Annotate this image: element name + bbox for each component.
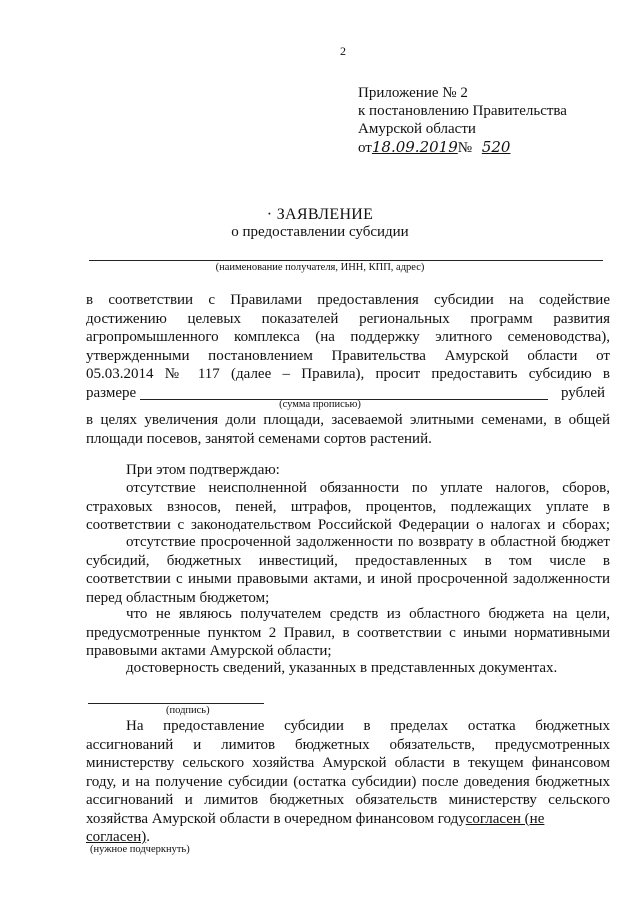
confirm-item-4	[86, 659, 610, 678]
appendix-date-line	[358, 138, 510, 157]
document-title	[0, 206, 640, 224]
signature-line	[88, 703, 264, 704]
signature-caption: (подпись)	[166, 705, 210, 716]
appendix-line-3: Амурской области	[358, 121, 476, 137]
document-subtitle: о предоставлении субсидии	[231, 224, 409, 240]
confirm-line: отсутствие неисполненной обязанности по уплате налогов, сборов,	[126, 480, 610, 496]
consent-choice: согласен (не	[465, 810, 545, 827]
handwritten-date: 18.09.2019	[371, 138, 458, 156]
purpose-line: площади посевов, занятой семенами сортов растений.	[86, 430, 432, 447]
confirm-item-1	[86, 479, 610, 535]
amount-caption: (сумма прописью)	[279, 399, 361, 410]
underline-caption: (нужное подчеркнуть)	[90, 844, 190, 855]
title-text: ЗАЯВЛЕНИЕ	[276, 206, 374, 223]
appendix-line-1: Приложение № 2	[358, 85, 468, 101]
date-prefix: от	[358, 140, 372, 156]
purpose-line: в целях увеличения доли площади, засеваемой элитными семенами, в общей	[86, 412, 610, 428]
main-line: в соответствии с Правилами предоставления субсидии на содействие	[86, 292, 610, 308]
amount-suffix: рублей	[561, 385, 606, 401]
confirm-line: субсидий, бюджетных инвестиций, предоставленных в том числе в	[86, 552, 610, 569]
consent-line: министерству сельского хозяйства Амурской области в текущем финансовом	[86, 755, 610, 771]
title-mark: ·	[266, 206, 273, 223]
confirm-line: страховых взносов, пеней, штрафов, процентов, подлежащих уплате в	[86, 498, 610, 515]
main-paragraph	[86, 291, 610, 384]
consent-choice-end: согласен)	[86, 829, 147, 845]
appendix-line-2: к постановлению Правительства	[358, 103, 567, 119]
number-prefix: №	[457, 140, 473, 156]
recipient-line	[89, 260, 603, 261]
purpose-paragraph	[86, 411, 610, 448]
consent-period: .	[146, 829, 150, 845]
confirm-line: соответствии с законодательством Российской Федерации о налогах и сборах;	[86, 517, 610, 533]
confirm-line: достоверность сведений, указанных в представленных документах.	[126, 660, 558, 676]
confirm-line: что не являюсь получателем средств из областного бюджета на цели,	[126, 606, 610, 622]
confirm-line: отсутствие просроченной задолженности по возврату в областной бюджет	[126, 534, 610, 550]
consent-line-final	[86, 810, 610, 829]
recipient-caption: (наименование получателя, ИНН, КПП, адрес)	[215, 262, 425, 273]
confirm-intro: При этом подтверждаю:	[126, 462, 280, 478]
consent-line-text: хозяйства Амурской области в очередном финансовом году	[86, 810, 466, 827]
page-number: 2	[340, 44, 346, 58]
consent-line: На предоставление субсидии в пределах остатка бюджетных	[126, 718, 610, 734]
amount-prefix: размере	[86, 385, 137, 401]
confirm-line: правовыми актами Амурской области;	[86, 643, 332, 659]
consent-line: ассигнований и лимитов бюджетных обязательств министерству сельского	[86, 792, 610, 808]
main-line: 05.03.2014 № 117 (далее – Правила), просит предоставить субсидию в	[86, 366, 610, 382]
confirm-item-3	[86, 605, 610, 661]
confirm-line: соответствии с иными правовыми актами, и иной просроченной задолженности	[86, 571, 610, 587]
main-line: достижению целевых показателей региональных программ развития	[86, 310, 610, 327]
consent-line: году, и на получение субсидии (остатка субсидии) после доведения бюджетных	[86, 773, 610, 790]
main-line: утвержденными постановлением Правительства Амурской области от	[86, 347, 610, 364]
consent-line: ассигнований и лимитов бюджетных обязательств, предусмотренных	[86, 736, 610, 753]
confirm-line: перед областным бюджетом;	[86, 589, 270, 606]
handwritten-number: 520	[481, 138, 511, 156]
confirm-line: предусмотренные пунктом 2 Правил, в соответствии с иными нормативными	[86, 624, 610, 641]
confirm-item-2	[86, 533, 610, 607]
main-line: агропромышленного комплекса (на поддержку элитного семеноводства),	[86, 329, 610, 345]
consent-paragraph	[86, 717, 610, 847]
